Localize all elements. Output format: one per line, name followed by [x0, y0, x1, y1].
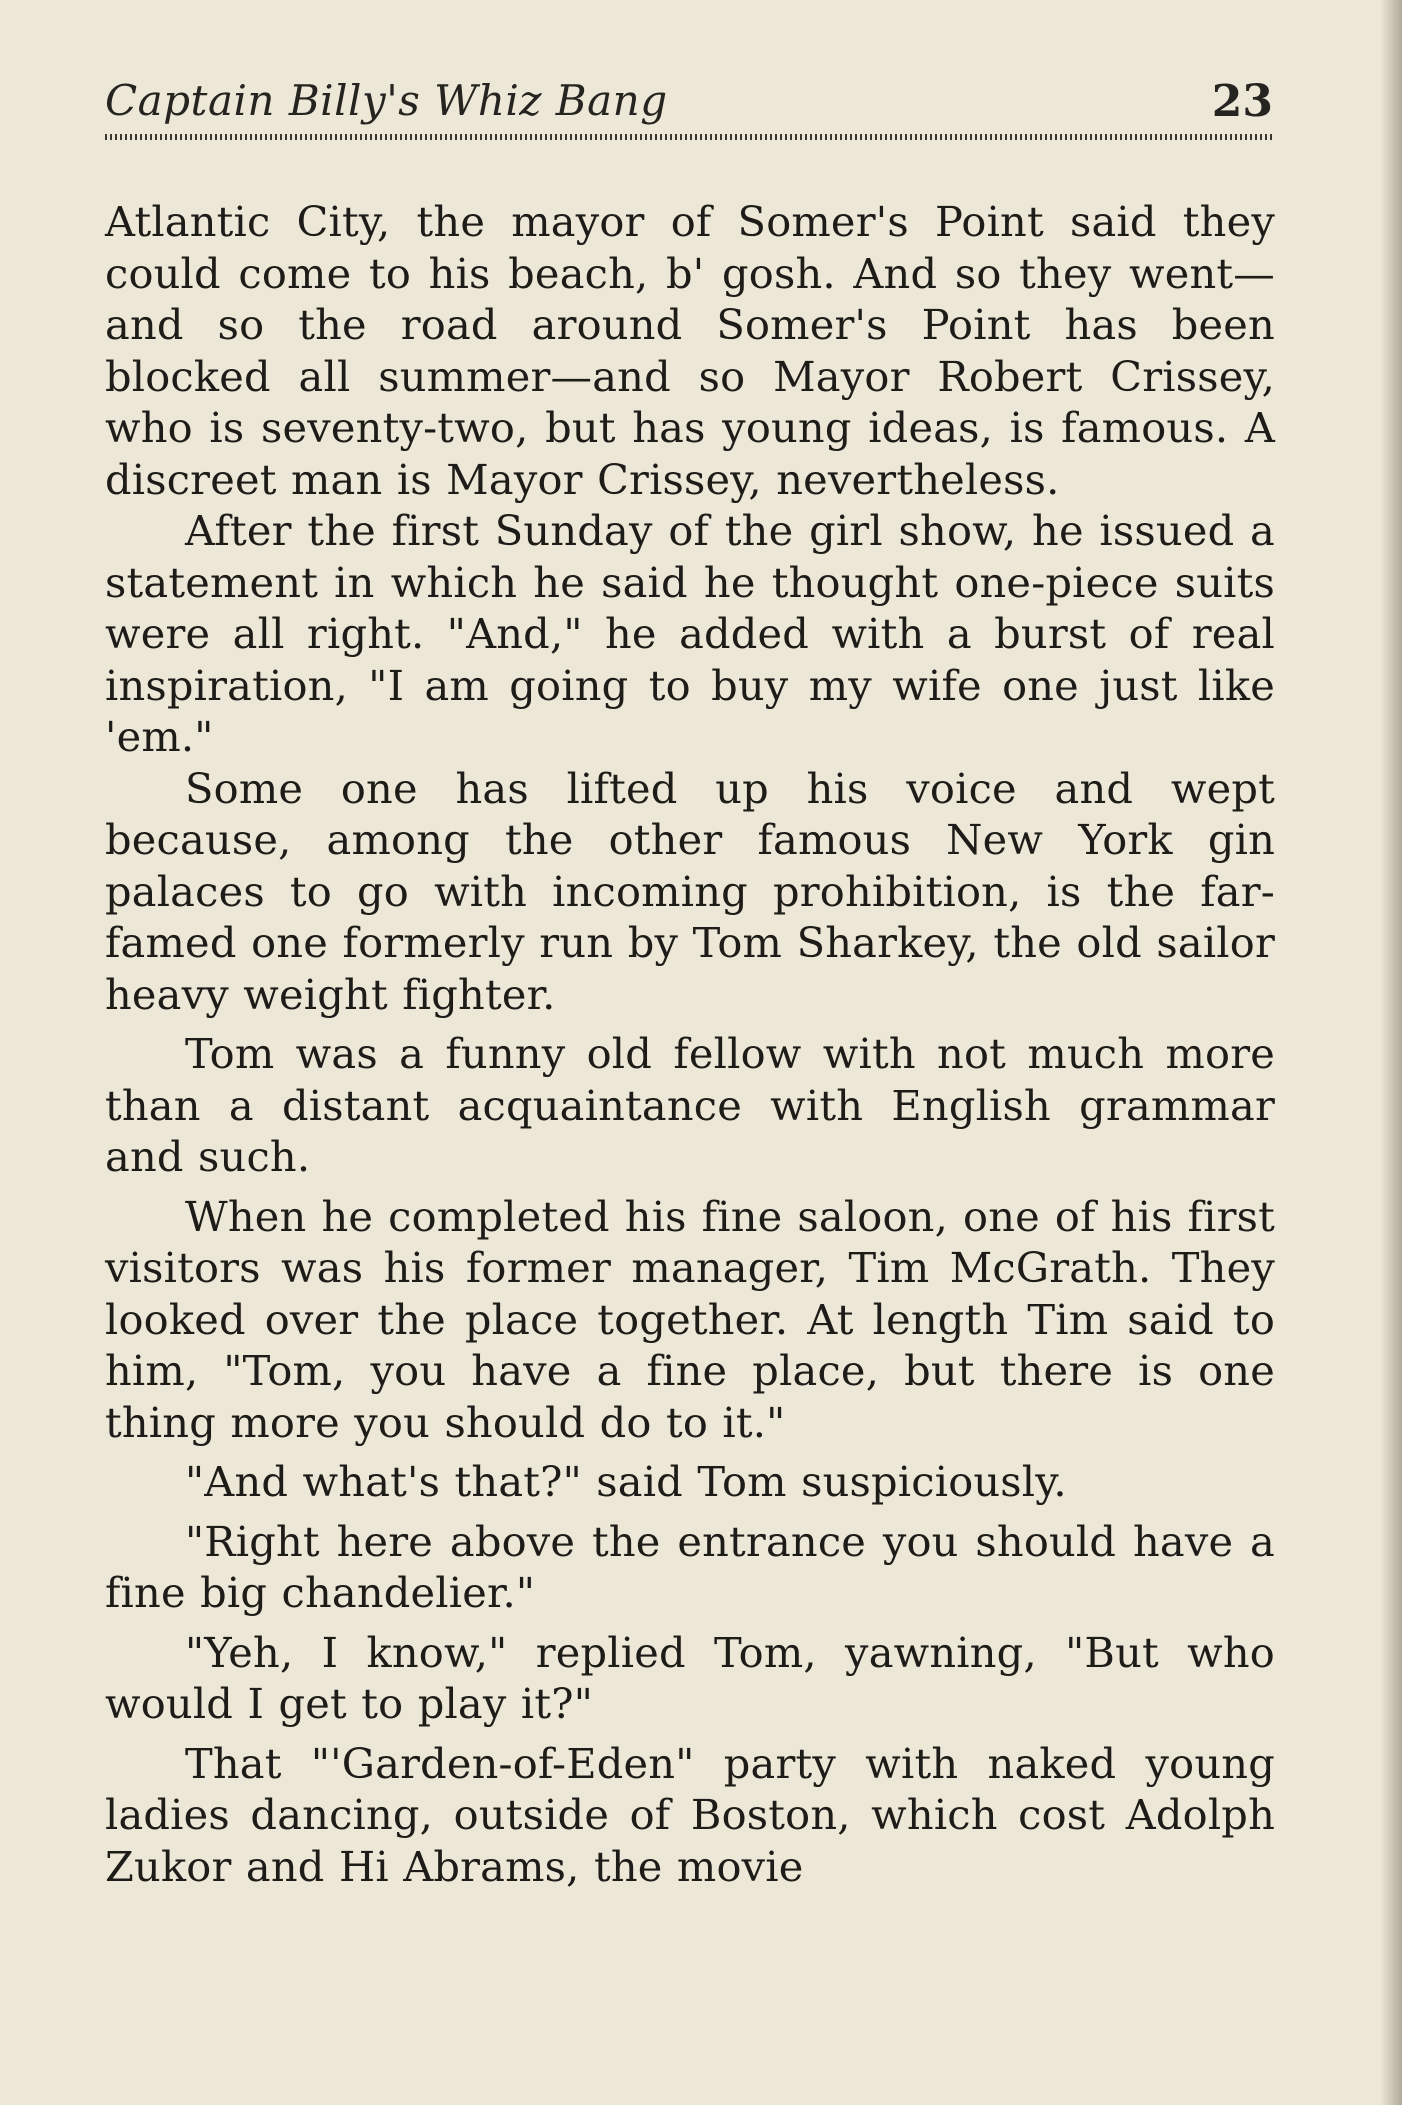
paragraph: Tom was a funny old fellow with not much more than a distant acquaintance with English grammar and such.	[105, 1029, 1275, 1181]
page-edge-shadow	[1380, 0, 1402, 2105]
paragraph: That "'Garden-of-Eden" party with naked young ladies dancing, outside of Boston, which cost Adolph Zukor and Hi Abrams, the movie	[105, 1738, 1275, 1891]
paragraph: Atlantic City, the mayor of Somer's Point said they could come to his beach, b' gosh. And so they went—and so the road around Somer's Point has been blocked all summer—and so Mayor Robert Crissey, who is seventy-two, but has young ideas, is famous. A discreet man is Mayor Crissey, nevertheless.	[105, 197, 1275, 504]
paragraph: "And what's that?" said Tom suspiciously.	[185, 1457, 1067, 1506]
page-header	[105, 70, 1273, 140]
paragraph: When he completed his fine saloon, one of his first visitors was his former manager, Tim McGrath. They looked over the place together. At length Tim said to him, "Tom, you have a fine place, but there is one thing more you should do to it."	[105, 1191, 1275, 1447]
paragraph: "Yeh, I know," replied Tom, yawning, "But who would I get to play it?"	[105, 1627, 1275, 1728]
paragraph: "Right here above the entrance you should have a fine big chandelier."	[105, 1516, 1275, 1617]
body-text	[105, 196, 1275, 1892]
header-rule	[105, 134, 1273, 140]
page-number: 23	[1211, 76, 1273, 127]
paragraph: Some one has lifted up his voice and wept because, among the other famous New York gin palaces to go with incoming prohibition, is the far-famed one formerly run by Tom Sharkey, the old sailor heavy weight fighter.	[105, 763, 1275, 1019]
running-title: Captain Billy's Whiz Bang	[105, 76, 668, 125]
paragraph: After the first Sunday of the girl show, he issued a statement in which he said he thought one-piece suits were all right. "And," he added with a burst of real inspiration, "I am going to buy my wife one just like 'em."	[105, 506, 1275, 761]
